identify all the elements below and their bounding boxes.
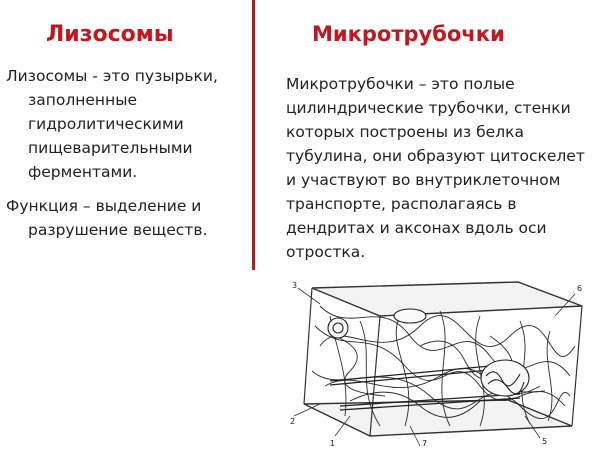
cytoskeleton-illustration <box>290 276 590 448</box>
membrane-top <box>312 282 582 316</box>
text-line: ферментами. <box>28 163 138 181</box>
text-line: Микротрубочки – это полые <box>286 75 515 93</box>
microtubules-description <box>286 72 592 264</box>
microtubules-title: Микротрубочки <box>312 22 505 46</box>
lysosomes-title: Лизосомы <box>46 22 174 47</box>
lysosomes-description <box>6 64 248 242</box>
text-line: и участвуют во внутриклеточном <box>286 171 561 189</box>
figure-label: 1 <box>330 439 336 448</box>
text-line: гидролитическими <box>28 115 184 133</box>
text-line: пищеварительными <box>28 139 193 157</box>
text-line: Лизосомы - это пузырьки, <box>6 67 218 85</box>
text-line: транспорте, располагаясь в <box>286 195 517 213</box>
figure-label: 3 <box>292 281 298 290</box>
vesicle <box>328 318 348 338</box>
text-line: дендритах и аксонах вдоль оси <box>286 219 547 237</box>
function-line: разрушение веществ. <box>28 221 208 239</box>
mitochondrion <box>481 360 529 396</box>
vesicle <box>394 309 426 323</box>
figure-label: 6 <box>577 284 583 293</box>
figure-label: 5 <box>542 437 548 446</box>
function-line: Функция – выделение и <box>6 197 202 215</box>
text-line: заполненные <box>28 91 137 109</box>
figure-label: 7 <box>422 439 428 448</box>
column-divider <box>252 0 255 270</box>
text-line: которых построены из белка <box>286 123 524 141</box>
text-line: отростка. <box>286 243 366 261</box>
text-line: тубулина, они образуют цитоскелет <box>286 147 585 165</box>
figure-label: 2 <box>290 417 296 426</box>
text-line: цилиндрические трубочки, стенки <box>286 99 571 117</box>
